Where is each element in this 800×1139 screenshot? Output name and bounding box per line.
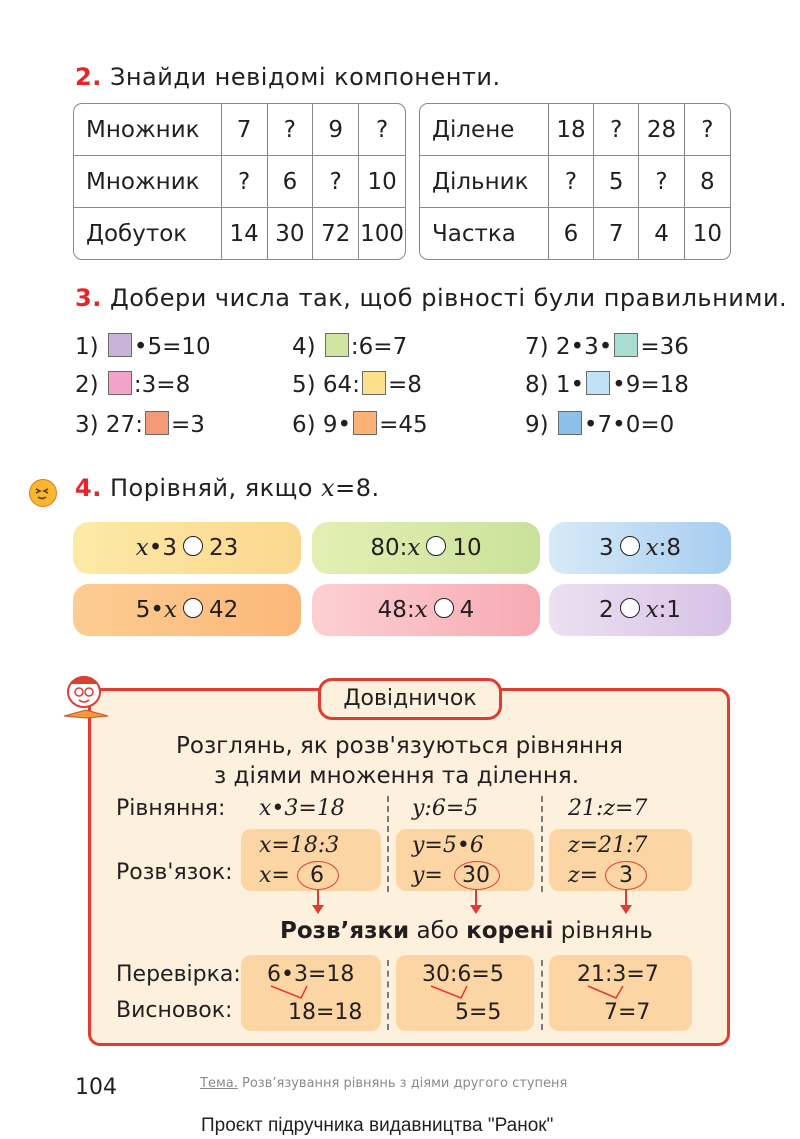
variable-x: x — [645, 535, 659, 561]
item-number: 5) — [292, 372, 316, 398]
answer-square[interactable] — [108, 333, 132, 357]
equation-item — [75, 411, 205, 438]
equation-item — [75, 333, 211, 360]
divider — [541, 796, 543, 892]
table-row — [74, 156, 405, 208]
table-cell: 28 — [639, 104, 684, 156]
compare-circle[interactable] — [434, 598, 454, 618]
table-cell: ? — [268, 104, 314, 156]
task-title-start: Порівняй, якщо — [109, 474, 313, 502]
solution-step-2: y=5•6 — [412, 833, 484, 858]
task-number: 4. — [75, 474, 102, 502]
check-3: 21:3=7 — [577, 962, 659, 987]
row-label: Частка — [420, 208, 549, 259]
equation-item — [525, 411, 674, 438]
answer-2: 30 — [462, 863, 490, 888]
compare-circle[interactable] — [620, 536, 640, 556]
publisher-note: Проєкт підручника видавництва "Ранок" — [201, 1115, 554, 1136]
answer-square[interactable] — [586, 371, 610, 395]
table-cell: 30 — [268, 208, 314, 259]
answer-square[interactable] — [362, 371, 386, 395]
equation-right: :3=8 — [133, 372, 191, 398]
task-number: 2. — [75, 63, 102, 91]
task-title-end: =8. — [335, 474, 380, 502]
arrow-down-icon — [475, 890, 477, 906]
answer-square[interactable] — [325, 333, 349, 357]
answer-square[interactable] — [108, 371, 132, 395]
equation-left: 9• — [322, 412, 352, 438]
table-cell: ? — [639, 156, 684, 208]
roots-line — [280, 918, 653, 944]
expression-part: 80: — [370, 535, 408, 561]
divider — [387, 796, 389, 892]
answer-square[interactable] — [145, 411, 169, 435]
table-cell: ? — [685, 104, 730, 156]
item-number: 7) — [525, 334, 549, 360]
variable-x: x — [163, 597, 177, 623]
table-cell: 100 — [360, 220, 405, 247]
expression-part: •3 — [148, 535, 177, 561]
solution-step-3: z=21:7 — [568, 833, 648, 858]
compare-circle[interactable] — [183, 536, 203, 556]
answer-1: 6 — [310, 863, 324, 888]
arrow-down-icon — [317, 890, 319, 906]
conclusion-1: 18=18 — [288, 1000, 363, 1025]
answer-square[interactable] — [614, 333, 638, 357]
table-cell: 7 — [222, 104, 268, 156]
conclusion-2: 5=5 — [455, 1000, 502, 1025]
equation-right: =45 — [379, 412, 428, 438]
item-number: 9) — [525, 412, 549, 438]
item-number: 3) — [75, 412, 99, 438]
roots-word-3: корені — [466, 918, 554, 944]
topic-line — [200, 1076, 567, 1091]
table-row — [420, 208, 730, 259]
reference-intro-2: з діями множення та ділення. — [214, 763, 580, 789]
item-number: 1) — [75, 334, 99, 360]
task-number: 3. — [75, 284, 102, 312]
label-solution: Розв'язок: — [116, 860, 233, 885]
table-cell: ? — [222, 156, 268, 208]
smiley-icon — [29, 479, 57, 507]
table-cell: 7 — [594, 208, 639, 259]
equation-item — [292, 333, 407, 360]
compare-value: 42 — [208, 597, 239, 623]
equation-item — [75, 371, 190, 398]
table-cell: 8 — [685, 156, 730, 208]
task-4-heading — [75, 474, 380, 502]
label-conclusion: Висновок: — [116, 998, 233, 1023]
table-cell: 6 — [549, 208, 594, 259]
variable-x: x — [414, 597, 428, 623]
task-2-heading — [75, 63, 501, 91]
equation-right: :6=7 — [350, 334, 408, 360]
expression-part: :8 — [658, 535, 681, 561]
equation-item — [292, 411, 428, 438]
table-cell: 5 — [594, 156, 639, 208]
variable-x: x — [645, 597, 659, 623]
comparison-card — [312, 584, 540, 636]
page-number: 104 — [75, 1075, 117, 1100]
compare-value: 2 — [598, 597, 614, 623]
table-row — [74, 104, 405, 156]
check-2: 30:6=5 — [422, 962, 504, 987]
table-cell: 10 — [692, 220, 722, 247]
table-cell: 9 — [313, 104, 359, 156]
reference-tab: Довідничок — [318, 678, 502, 720]
roots-word-4: рівнянь — [560, 918, 653, 944]
variable-x: x — [135, 535, 149, 561]
equation-left: 64: — [322, 372, 360, 398]
comparison-card — [549, 584, 731, 636]
row-label: Дільник — [420, 156, 549, 208]
equation-right: =3 — [170, 412, 205, 438]
table-cell: 6 — [268, 156, 314, 208]
item-number: 4) — [292, 334, 316, 360]
comparison-card — [73, 584, 301, 636]
equation-1: x•3=18 — [259, 796, 345, 821]
comparison-card — [312, 522, 540, 574]
equation-item — [525, 371, 689, 398]
answer-3: 3 — [619, 863, 633, 888]
compare-value: 10 — [452, 535, 482, 561]
equation-item — [292, 371, 422, 398]
table-row — [74, 208, 405, 259]
answer-square[interactable] — [353, 411, 377, 435]
row-label: Множник — [74, 104, 222, 156]
table-cell: ? — [594, 104, 639, 156]
expression-part: :1 — [658, 597, 681, 623]
variable-x: x — [321, 474, 336, 502]
topic-text: Розв’язування рівнянь з діями другого ступеня — [242, 1076, 568, 1091]
reference-intro-1: Розглянь, як розв'язуються рівняння — [176, 733, 623, 759]
item-number: 8) — [525, 372, 549, 398]
table-row — [420, 104, 730, 156]
table-cell: 72 — [313, 208, 359, 259]
equation-right: =36 — [640, 334, 689, 360]
equation-left: 2•3• — [555, 334, 613, 360]
solution-step-1: x=18:3 — [259, 833, 340, 858]
row-label: Ділене — [420, 104, 549, 156]
task-title: Знайди невідомі компоненти. — [109, 63, 501, 91]
task-title: Добери числа так, щоб рівності були правильними. — [109, 284, 788, 312]
compare-circle[interactable] — [183, 598, 203, 618]
equation-right: •5=10 — [133, 334, 211, 360]
equation-3: 21:z=7 — [568, 796, 648, 821]
answer-prefix-3: z= — [568, 863, 599, 888]
topic-label: Тема. — [200, 1076, 238, 1091]
label-check: Перевірка: — [116, 962, 241, 987]
table-cell: ? — [359, 104, 405, 156]
equation-right: •7•0=0 — [583, 412, 675, 438]
roots-word-2: або — [416, 918, 459, 944]
answer-prefix-1: x= — [259, 863, 290, 888]
division-table — [419, 103, 731, 260]
comparison-card — [73, 522, 301, 574]
task-3-heading — [75, 284, 787, 312]
label-equation: Рівняння: — [116, 796, 226, 821]
multiplication-table — [73, 103, 406, 260]
answer-square[interactable] — [558, 411, 582, 435]
expression-part: 48: — [377, 597, 415, 623]
table-cell: ? — [313, 156, 359, 208]
item-number: 6) — [292, 412, 316, 438]
equation-left: 27: — [105, 412, 143, 438]
arrow-down-icon — [625, 890, 627, 906]
conclusion-3: 7=7 — [604, 1000, 651, 1025]
comparison-card — [549, 522, 731, 574]
equation-2: y:6=5 — [412, 796, 479, 821]
compare-circle[interactable] — [620, 598, 640, 618]
equation-item — [525, 333, 689, 360]
compare-value: 3 — [598, 535, 614, 561]
compare-value: 4 — [459, 597, 475, 623]
equation-right: •9=18 — [612, 372, 689, 398]
roots-word-1: Розв’язки — [280, 918, 410, 944]
compare-circle[interactable] — [426, 536, 446, 556]
row-label: Множник — [74, 156, 222, 208]
equation-right: =8 — [387, 372, 422, 398]
mascot-icon — [60, 672, 116, 720]
expression-part: 5• — [135, 597, 164, 623]
table-cell: 4 — [639, 208, 684, 259]
check-1: 6•3=18 — [267, 962, 355, 987]
compare-value: 23 — [208, 535, 239, 561]
table-cell: ? — [549, 156, 594, 208]
item-number: 2) — [75, 372, 99, 398]
answer-prefix-2: y= — [412, 863, 443, 888]
variable-x: x — [407, 535, 421, 561]
equation-left: 1• — [555, 372, 585, 398]
table-row — [420, 156, 730, 208]
table-cell: 14 — [222, 208, 268, 259]
table-cell: 18 — [549, 104, 594, 156]
table-cell: 10 — [359, 156, 405, 208]
row-label: Добуток — [74, 208, 222, 259]
